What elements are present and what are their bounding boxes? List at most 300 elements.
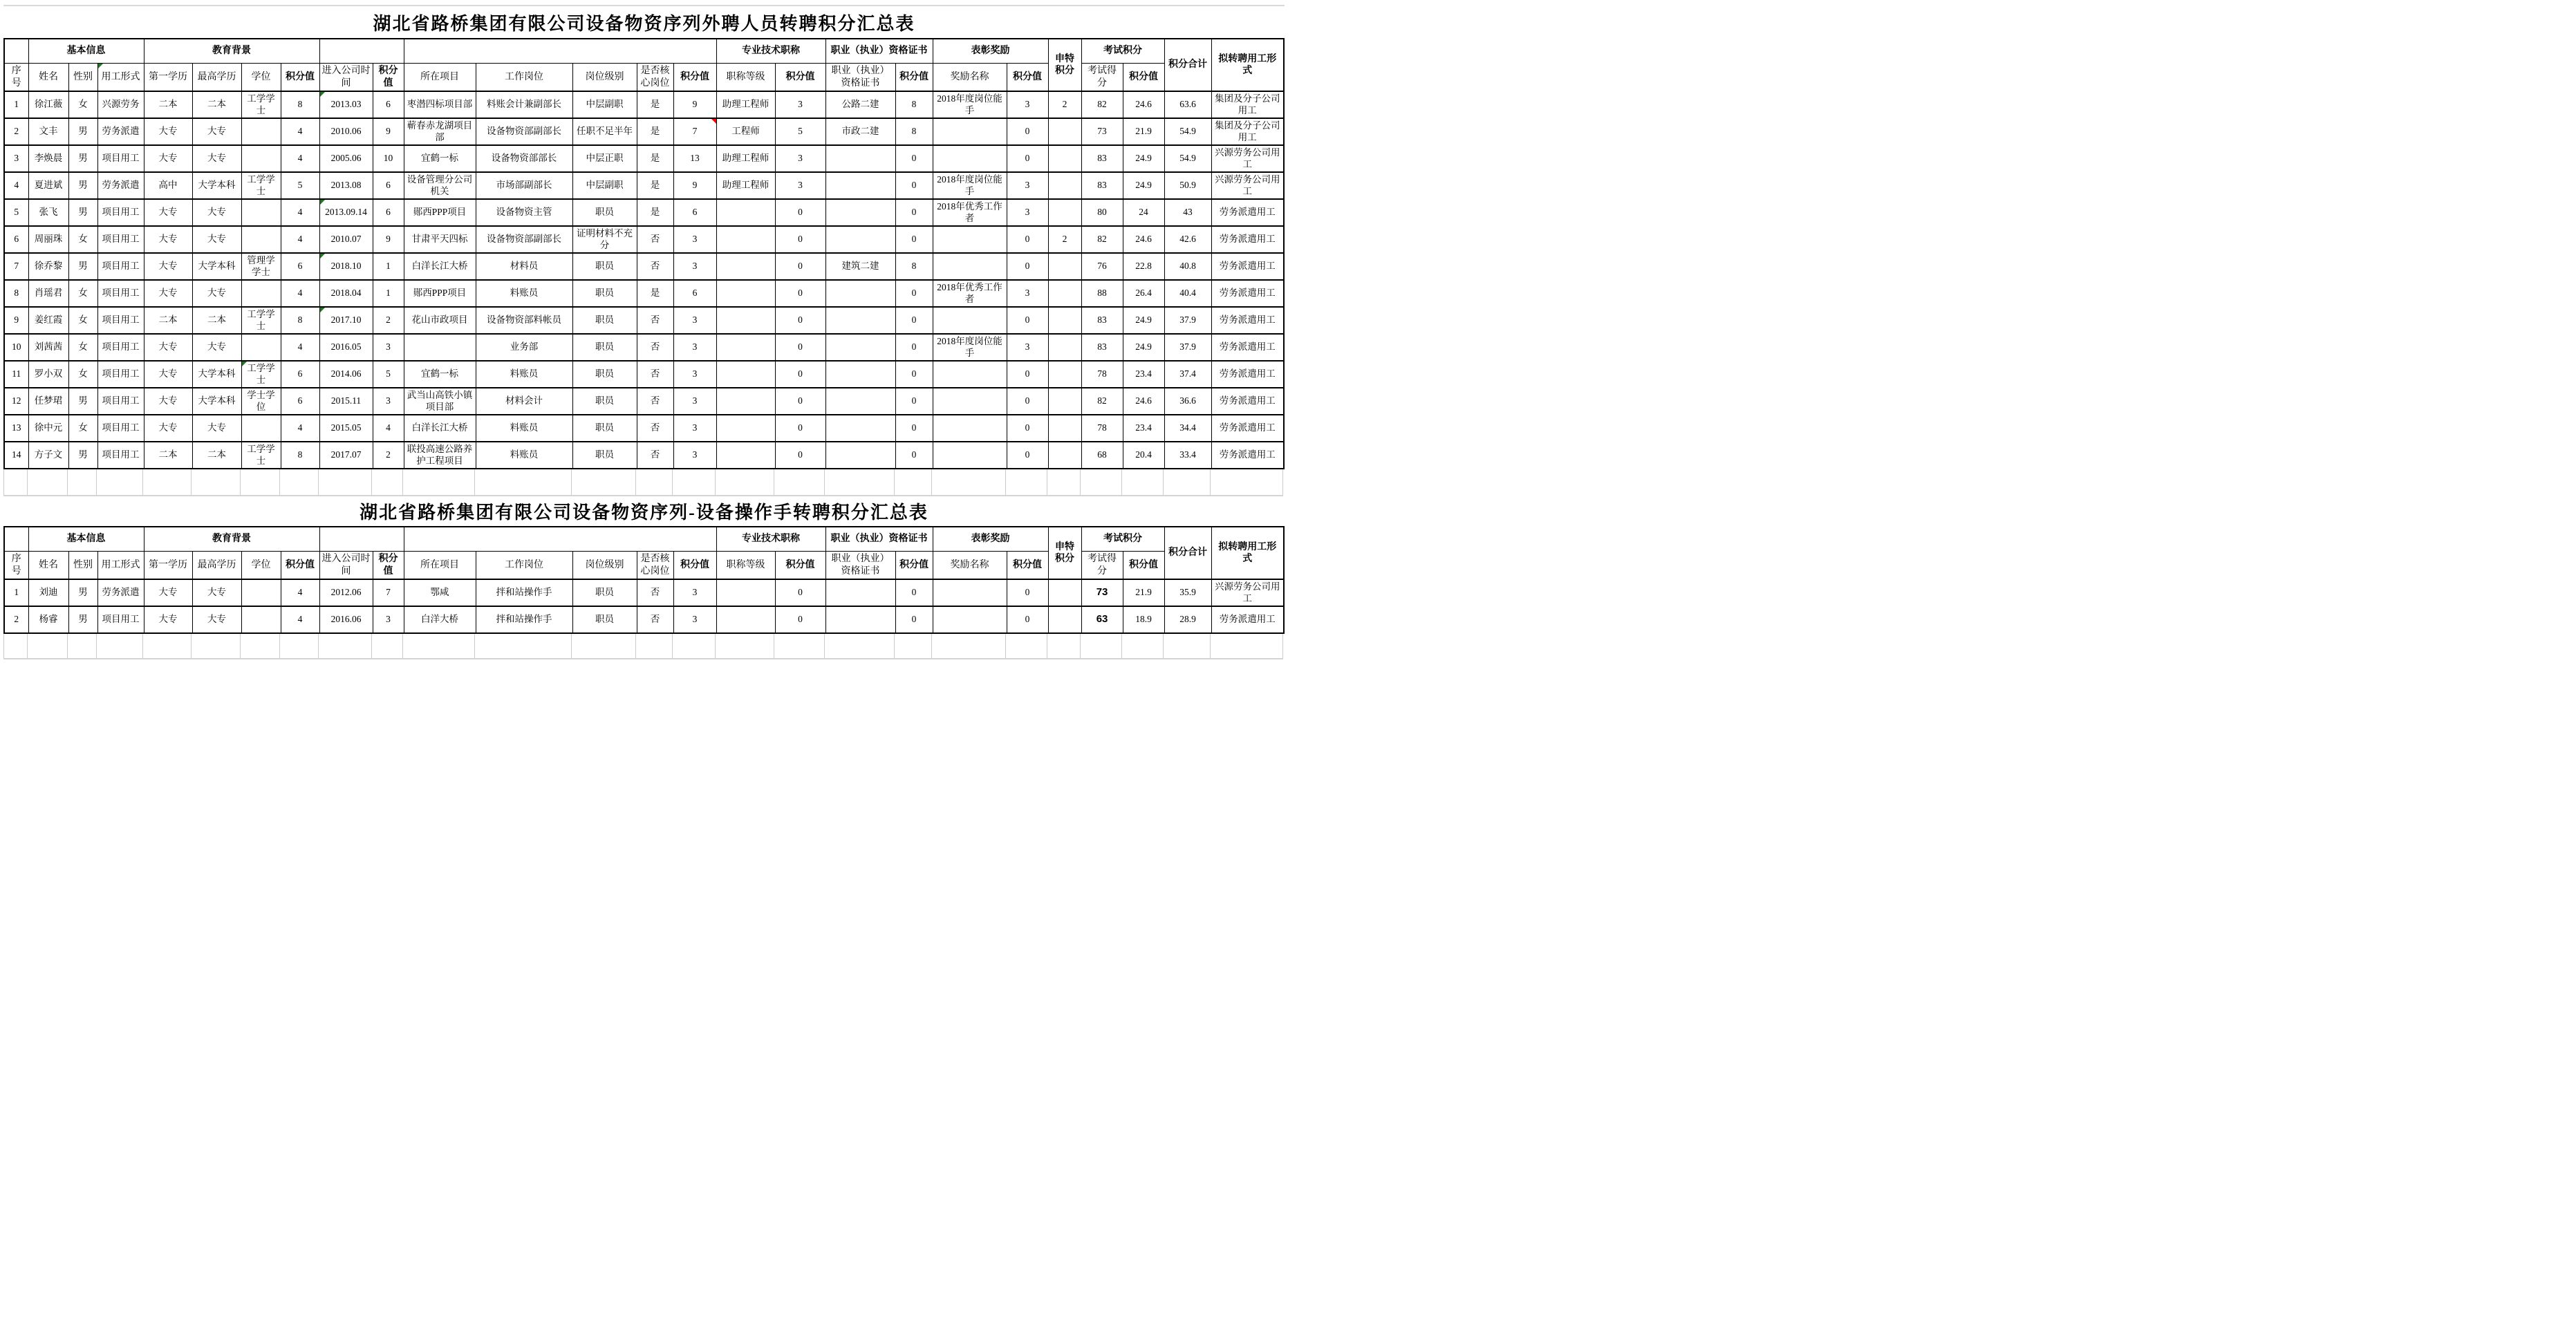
cell[interactable]: 职员	[572, 334, 637, 361]
cell[interactable]: 文丰	[28, 118, 68, 145]
cell[interactable]	[825, 172, 895, 199]
cell[interactable]: 7	[373, 579, 404, 606]
cell[interactable]: 大专	[144, 118, 192, 145]
cell[interactable]: 工学学士	[241, 307, 281, 334]
cell[interactable]: 大专	[192, 280, 241, 307]
cell[interactable]	[933, 388, 1007, 415]
cell[interactable]: 3	[673, 226, 716, 253]
cell[interactable]: 7	[673, 118, 716, 145]
cell[interactable]	[404, 334, 476, 361]
cell[interactable]: 6	[373, 172, 404, 199]
cell[interactable]: 设备物资主管	[476, 199, 572, 226]
cell[interactable]	[716, 334, 775, 361]
cell[interactable]: 中层正职	[572, 145, 637, 172]
cell[interactable]	[825, 579, 895, 606]
cell[interactable]: 5	[373, 361, 404, 388]
cell[interactable]: 0	[775, 307, 825, 334]
cell[interactable]: 83	[1081, 145, 1123, 172]
cell[interactable]: 76	[1081, 253, 1123, 280]
cell[interactable]: 9	[4, 307, 28, 334]
cell[interactable]	[933, 442, 1007, 469]
cell[interactable]: 2013.03	[319, 91, 373, 118]
cell[interactable]	[716, 361, 775, 388]
cell[interactable]: 女	[68, 415, 97, 442]
cell[interactable]: 22.8	[1123, 253, 1164, 280]
cell[interactable]: 白洋长江大桥	[404, 415, 476, 442]
cell[interactable]: 6	[281, 253, 319, 280]
cell[interactable]: 24.9	[1123, 334, 1164, 361]
cell[interactable]: 劳务派遣用工	[1211, 361, 1284, 388]
cell[interactable]: 8	[281, 91, 319, 118]
cell[interactable]: 是	[637, 118, 673, 145]
cell[interactable]: 徐中元	[28, 415, 68, 442]
cell[interactable]: 3	[1007, 199, 1048, 226]
cell[interactable]: 4	[281, 579, 319, 606]
cell[interactable]: 徐江薇	[28, 91, 68, 118]
cell[interactable]: 24.6	[1123, 388, 1164, 415]
cell[interactable]: 联投高速公路养护工程项目	[404, 442, 476, 469]
cell[interactable]: 大专	[144, 145, 192, 172]
cell[interactable]: 0	[895, 226, 933, 253]
cell[interactable]	[933, 606, 1007, 633]
cell[interactable]: 0	[895, 361, 933, 388]
cell[interactable]	[825, 145, 895, 172]
cell[interactable]	[716, 579, 775, 606]
cell[interactable]: 7	[4, 253, 28, 280]
cell[interactable]: 否	[637, 442, 673, 469]
cell[interactable]: 3	[775, 91, 825, 118]
cell[interactable]: 1	[4, 91, 28, 118]
cell[interactable]: 0	[775, 579, 825, 606]
cell[interactable]: 63	[1081, 606, 1123, 633]
cell[interactable]: 业务部	[476, 334, 572, 361]
cell[interactable]: 白洋长江大桥	[404, 253, 476, 280]
cell[interactable]: 4	[281, 226, 319, 253]
cell[interactable]: 34.4	[1164, 415, 1211, 442]
cell[interactable]: 4	[281, 145, 319, 172]
cell[interactable]: 郧西PPP项目	[404, 199, 476, 226]
cell[interactable]: 3	[1007, 172, 1048, 199]
cell[interactable]: 花山市政项目	[404, 307, 476, 334]
cell[interactable]: 蕲春赤龙湖项目部	[404, 118, 476, 145]
cell[interactable]: 2010.07	[319, 226, 373, 253]
cell[interactable]	[933, 361, 1007, 388]
cell[interactable]: 0	[895, 388, 933, 415]
cell[interactable]	[241, 280, 281, 307]
cell[interactable]: 4	[4, 172, 28, 199]
cell[interactable]: 方子文	[28, 442, 68, 469]
cell[interactable]	[716, 199, 775, 226]
cell[interactable]: 2012.06	[319, 579, 373, 606]
cell[interactable]	[933, 253, 1007, 280]
cell[interactable]: 否	[637, 253, 673, 280]
cell[interactable]: 项目用工	[97, 442, 144, 469]
cell[interactable]: 职员	[572, 579, 637, 606]
cell[interactable]: 0	[1007, 118, 1048, 145]
cell[interactable]: 4	[281, 280, 319, 307]
cell[interactable]: 68	[1081, 442, 1123, 469]
cell[interactable]: 兴源劳务	[97, 91, 144, 118]
cell[interactable]: 2005.06	[319, 145, 373, 172]
cell[interactable]: 3	[673, 361, 716, 388]
cell[interactable]: 2018年优秀工作者	[933, 280, 1007, 307]
cell[interactable]: 2018年度岗位能手	[933, 172, 1007, 199]
cell[interactable]: 是	[637, 91, 673, 118]
cell[interactable]: 男	[68, 442, 97, 469]
cell[interactable]: 刘迪	[28, 579, 68, 606]
cell[interactable]: 夏进斌	[28, 172, 68, 199]
cell[interactable]	[1048, 280, 1081, 307]
cell[interactable]: 李焕晨	[28, 145, 68, 172]
cell[interactable]: 80	[1081, 199, 1123, 226]
cell[interactable]: 工学学士	[241, 172, 281, 199]
cell[interactable]: 女	[68, 307, 97, 334]
cell[interactable]: 材料员	[476, 253, 572, 280]
cell[interactable]: 大专	[144, 334, 192, 361]
cell[interactable]: 女	[68, 91, 97, 118]
cell[interactable]: 兴源劳务公司用工	[1211, 579, 1284, 606]
cell[interactable]: 0	[895, 145, 933, 172]
cell[interactable]: 3	[4, 145, 28, 172]
cell[interactable]: 6	[373, 91, 404, 118]
cell[interactable]: 0	[895, 280, 933, 307]
cell[interactable]: 宜鹤一标	[404, 145, 476, 172]
cell[interactable]: 3	[673, 415, 716, 442]
cell[interactable]: 0	[1007, 415, 1048, 442]
cell[interactable]: 24.6	[1123, 91, 1164, 118]
cell[interactable]	[825, 280, 895, 307]
cell[interactable]: 否	[637, 334, 673, 361]
cell[interactable]: 二本	[192, 91, 241, 118]
cell[interactable]	[825, 388, 895, 415]
cell[interactable]	[241, 606, 281, 633]
cell[interactable]: 项目用工	[97, 145, 144, 172]
cell[interactable]: 2018年优秀工作者	[933, 199, 1007, 226]
cell[interactable]: 姜红霞	[28, 307, 68, 334]
cell[interactable]: 0	[895, 307, 933, 334]
cell[interactable]: 大专	[192, 579, 241, 606]
cell[interactable]: 二本	[144, 307, 192, 334]
cell[interactable]: 24	[1123, 199, 1164, 226]
cell[interactable]: 职员	[572, 361, 637, 388]
cell[interactable]	[825, 442, 895, 469]
cell[interactable]: 劳务派遣	[97, 579, 144, 606]
cell[interactable]: 4	[373, 415, 404, 442]
cell[interactable]	[716, 226, 775, 253]
cell[interactable]: 18.9	[1123, 606, 1164, 633]
cell[interactable]	[825, 226, 895, 253]
cell[interactable]: 12	[4, 388, 28, 415]
cell[interactable]: 8	[281, 307, 319, 334]
cell[interactable]: 否	[637, 226, 673, 253]
cell[interactable]: 劳务派遣用工	[1211, 253, 1284, 280]
cell[interactable]: 女	[68, 334, 97, 361]
cell[interactable]: 6	[281, 361, 319, 388]
cell[interactable]: 0	[775, 606, 825, 633]
cell[interactable]: 劳务派遣用工	[1211, 388, 1284, 415]
cell[interactable]: 0	[775, 388, 825, 415]
cell[interactable]: 劳务派遣用工	[1211, 307, 1284, 334]
cell[interactable]: 5	[281, 172, 319, 199]
cell[interactable]: 劳务派遣用工	[1211, 606, 1284, 633]
cell[interactable]: 否	[637, 361, 673, 388]
cell[interactable]: 42.6	[1164, 226, 1211, 253]
cell[interactable]: 项目用工	[97, 606, 144, 633]
cell[interactable]	[1048, 334, 1081, 361]
cell[interactable]: 大专	[144, 388, 192, 415]
cell[interactable]	[1048, 361, 1081, 388]
cell[interactable]: 料账会计兼副部长	[476, 91, 572, 118]
cell[interactable]: 82	[1081, 388, 1123, 415]
cell[interactable]: 0	[775, 334, 825, 361]
cell[interactable]: 徐乔黎	[28, 253, 68, 280]
cell[interactable]: 3	[1007, 91, 1048, 118]
cell[interactable]: 项目用工	[97, 280, 144, 307]
cell[interactable]: 大学本科	[192, 172, 241, 199]
cell[interactable]: 0	[895, 442, 933, 469]
cell[interactable]: 3	[673, 334, 716, 361]
cell[interactable]: 0	[895, 172, 933, 199]
cell[interactable]: 2015.11	[319, 388, 373, 415]
cell[interactable]: 否	[637, 606, 673, 633]
cell[interactable]: 2018年度岗位能手	[933, 334, 1007, 361]
cell[interactable]: 1	[4, 579, 28, 606]
cell[interactable]: 8	[281, 442, 319, 469]
cell[interactable]: 二本	[192, 307, 241, 334]
cell[interactable]: 大专	[192, 415, 241, 442]
cell[interactable]: 8	[895, 253, 933, 280]
cell[interactable]: 78	[1081, 361, 1123, 388]
cell[interactable]: 大专	[192, 606, 241, 633]
cell[interactable]: 劳务派遣	[97, 172, 144, 199]
cell[interactable]: 集团及分子公司用工	[1211, 118, 1284, 145]
cell[interactable]: 2	[1048, 226, 1081, 253]
cell[interactable]: 劳务派遣用工	[1211, 199, 1284, 226]
cell[interactable]	[933, 579, 1007, 606]
cell[interactable]: 0	[1007, 307, 1048, 334]
cell[interactable]: 6	[373, 199, 404, 226]
cell[interactable]: 二本	[144, 442, 192, 469]
cell[interactable]: 54.9	[1164, 145, 1211, 172]
cell[interactable]: 劳务派遣用工	[1211, 334, 1284, 361]
cell[interactable]	[716, 280, 775, 307]
cell[interactable]: 证明材料不充分	[572, 226, 637, 253]
cell[interactable]: 28.9	[1164, 606, 1211, 633]
cell[interactable]: 0	[775, 199, 825, 226]
cell[interactable]: 24.9	[1123, 145, 1164, 172]
cell[interactable]: 33.4	[1164, 442, 1211, 469]
cell[interactable]	[241, 226, 281, 253]
cell[interactable]: 否	[637, 307, 673, 334]
cell[interactable]	[825, 361, 895, 388]
cell[interactable]: 大专	[192, 226, 241, 253]
cell[interactable]	[241, 145, 281, 172]
cell[interactable]: 集团及分子公司用工	[1211, 91, 1284, 118]
cell[interactable]: 3	[673, 307, 716, 334]
cell[interactable]: 大专	[192, 334, 241, 361]
cell[interactable]	[1048, 253, 1081, 280]
cell[interactable]: 男	[68, 199, 97, 226]
cell[interactable]: 项目用工	[97, 361, 144, 388]
cell[interactable]: 0	[895, 606, 933, 633]
cell[interactable]: 周丽珠	[28, 226, 68, 253]
cell[interactable]: 男	[68, 145, 97, 172]
cell[interactable]: 女	[68, 361, 97, 388]
cell[interactable]: 9	[373, 226, 404, 253]
cell[interactable]: 职员	[572, 199, 637, 226]
cell[interactable]: 24.6	[1123, 226, 1164, 253]
cell[interactable]: 26.4	[1123, 280, 1164, 307]
cell[interactable]: 0	[895, 579, 933, 606]
cell[interactable]: 82	[1081, 226, 1123, 253]
cell[interactable]: 6	[4, 226, 28, 253]
cell[interactable]	[716, 415, 775, 442]
cell[interactable]: 3	[1007, 280, 1048, 307]
cell[interactable]: 劳务派遣用工	[1211, 442, 1284, 469]
cell[interactable]: 项目用工	[97, 334, 144, 361]
cell[interactable]	[1048, 388, 1081, 415]
cell[interactable]: 4	[281, 199, 319, 226]
cell[interactable]: 是	[637, 280, 673, 307]
cell[interactable]	[825, 415, 895, 442]
cell[interactable]: 0	[895, 199, 933, 226]
cell[interactable]: 0	[1007, 226, 1048, 253]
cell[interactable]: 公路二建	[825, 91, 895, 118]
cell[interactable]: 0	[1007, 442, 1048, 469]
cell[interactable]: 0	[775, 226, 825, 253]
cell[interactable]: 兴源劳务公司用工	[1211, 172, 1284, 199]
cell[interactable]: 职员	[572, 307, 637, 334]
cell[interactable]: 白洋大桥	[404, 606, 476, 633]
cell[interactable]: 23.4	[1123, 415, 1164, 442]
cell[interactable]: 劳务派遣用工	[1211, 226, 1284, 253]
cell[interactable]: 项目用工	[97, 388, 144, 415]
cell[interactable]: 54.9	[1164, 118, 1211, 145]
cell[interactable]: 建筑二建	[825, 253, 895, 280]
cell[interactable]: 设备物资部副部长	[476, 118, 572, 145]
cell[interactable]: 35.9	[1164, 579, 1211, 606]
cell[interactable]: 料账员	[476, 280, 572, 307]
cell[interactable]: 2014.06	[319, 361, 373, 388]
cell[interactable]: 4	[281, 606, 319, 633]
cell[interactable]: 大专	[144, 253, 192, 280]
cell[interactable]: 大学本科	[192, 361, 241, 388]
cell[interactable]: 83	[1081, 307, 1123, 334]
cell[interactable]: 21.9	[1123, 579, 1164, 606]
cell[interactable]: 0	[1007, 361, 1048, 388]
cell[interactable]: 料账员	[476, 361, 572, 388]
cell[interactable]	[1048, 606, 1081, 633]
cell[interactable]: 5	[4, 199, 28, 226]
cell[interactable]: 职员	[572, 253, 637, 280]
cell[interactable]	[716, 606, 775, 633]
cell[interactable]: 3	[673, 442, 716, 469]
cell[interactable]: 劳务派遣	[97, 118, 144, 145]
cell[interactable]: 大专	[144, 226, 192, 253]
cell[interactable]	[241, 415, 281, 442]
cell[interactable]: 大专	[144, 579, 192, 606]
cell[interactable]: 2013.09.14	[319, 199, 373, 226]
cell[interactable]: 2	[373, 442, 404, 469]
cell[interactable]	[716, 307, 775, 334]
cell[interactable]: 设备物资部副部长	[476, 226, 572, 253]
cell[interactable]	[933, 145, 1007, 172]
cell[interactable]: 大专	[144, 415, 192, 442]
cell[interactable]: 3	[373, 334, 404, 361]
cell[interactable]: 中层副职	[572, 91, 637, 118]
cell[interactable]	[241, 334, 281, 361]
cell[interactable]: 2	[373, 307, 404, 334]
cell[interactable]: 2017.10	[319, 307, 373, 334]
cell[interactable]	[1048, 118, 1081, 145]
cell[interactable]: 大专	[144, 199, 192, 226]
cell[interactable]: 2013.08	[319, 172, 373, 199]
cell[interactable]: 2	[4, 606, 28, 633]
cell[interactable]: 刘茜茜	[28, 334, 68, 361]
cell[interactable]: 0	[775, 253, 825, 280]
cell[interactable]: 37.9	[1164, 307, 1211, 334]
cell[interactable]: 3	[673, 579, 716, 606]
cell[interactable]: 3	[775, 145, 825, 172]
cell[interactable]	[825, 307, 895, 334]
cell[interactable]	[241, 118, 281, 145]
cell[interactable]: 杨睿	[28, 606, 68, 633]
cell[interactable]: 88	[1081, 280, 1123, 307]
cell[interactable]: 助理工程师	[716, 172, 775, 199]
cell[interactable]: 3	[373, 388, 404, 415]
cell[interactable]: 3	[775, 172, 825, 199]
cell[interactable]: 郧西PPP项目	[404, 280, 476, 307]
cell[interactable]: 是	[637, 145, 673, 172]
cell[interactable]: 0	[1007, 388, 1048, 415]
cell[interactable]	[933, 307, 1007, 334]
cell[interactable]: 职员	[572, 442, 637, 469]
cell[interactable]: 24.9	[1123, 307, 1164, 334]
cell[interactable]: 82	[1081, 91, 1123, 118]
cell[interactable]	[716, 388, 775, 415]
cell[interactable]: 张飞	[28, 199, 68, 226]
cell[interactable]: 拌和站操作手	[476, 579, 572, 606]
cell[interactable]: 2018年度岗位能手	[933, 91, 1007, 118]
cell[interactable]	[716, 253, 775, 280]
cell[interactable]: 学士学位	[241, 388, 281, 415]
cell[interactable]: 3	[673, 253, 716, 280]
cell[interactable]: 市政二建	[825, 118, 895, 145]
cell[interactable]: 24.9	[1123, 172, 1164, 199]
cell[interactable]: 2016.06	[319, 606, 373, 633]
cell[interactable]: 大专	[144, 361, 192, 388]
cell[interactable]: 武当山高铁小镇项目部	[404, 388, 476, 415]
cell[interactable]: 设备物资部部长	[476, 145, 572, 172]
cell[interactable]: 项目用工	[97, 253, 144, 280]
cell[interactable]: 工学学士	[241, 361, 281, 388]
cell[interactable]: 63.6	[1164, 91, 1211, 118]
cell[interactable]: 13	[673, 145, 716, 172]
cell[interactable]: 男	[68, 388, 97, 415]
cell[interactable]: 2016.05	[319, 334, 373, 361]
cell[interactable]: 0	[895, 334, 933, 361]
cell[interactable]: 罗小双	[28, 361, 68, 388]
cell[interactable]: 工学学士	[241, 91, 281, 118]
cell[interactable]	[933, 415, 1007, 442]
cell[interactable]: 拌和站操作手	[476, 606, 572, 633]
cell[interactable]: 6	[673, 199, 716, 226]
cell[interactable]: 大专	[144, 606, 192, 633]
cell[interactable]: 职员	[572, 606, 637, 633]
cell[interactable]: 助理工程师	[716, 145, 775, 172]
cell[interactable]: 市场部副部长	[476, 172, 572, 199]
cell[interactable]: 甘肃平天四标	[404, 226, 476, 253]
